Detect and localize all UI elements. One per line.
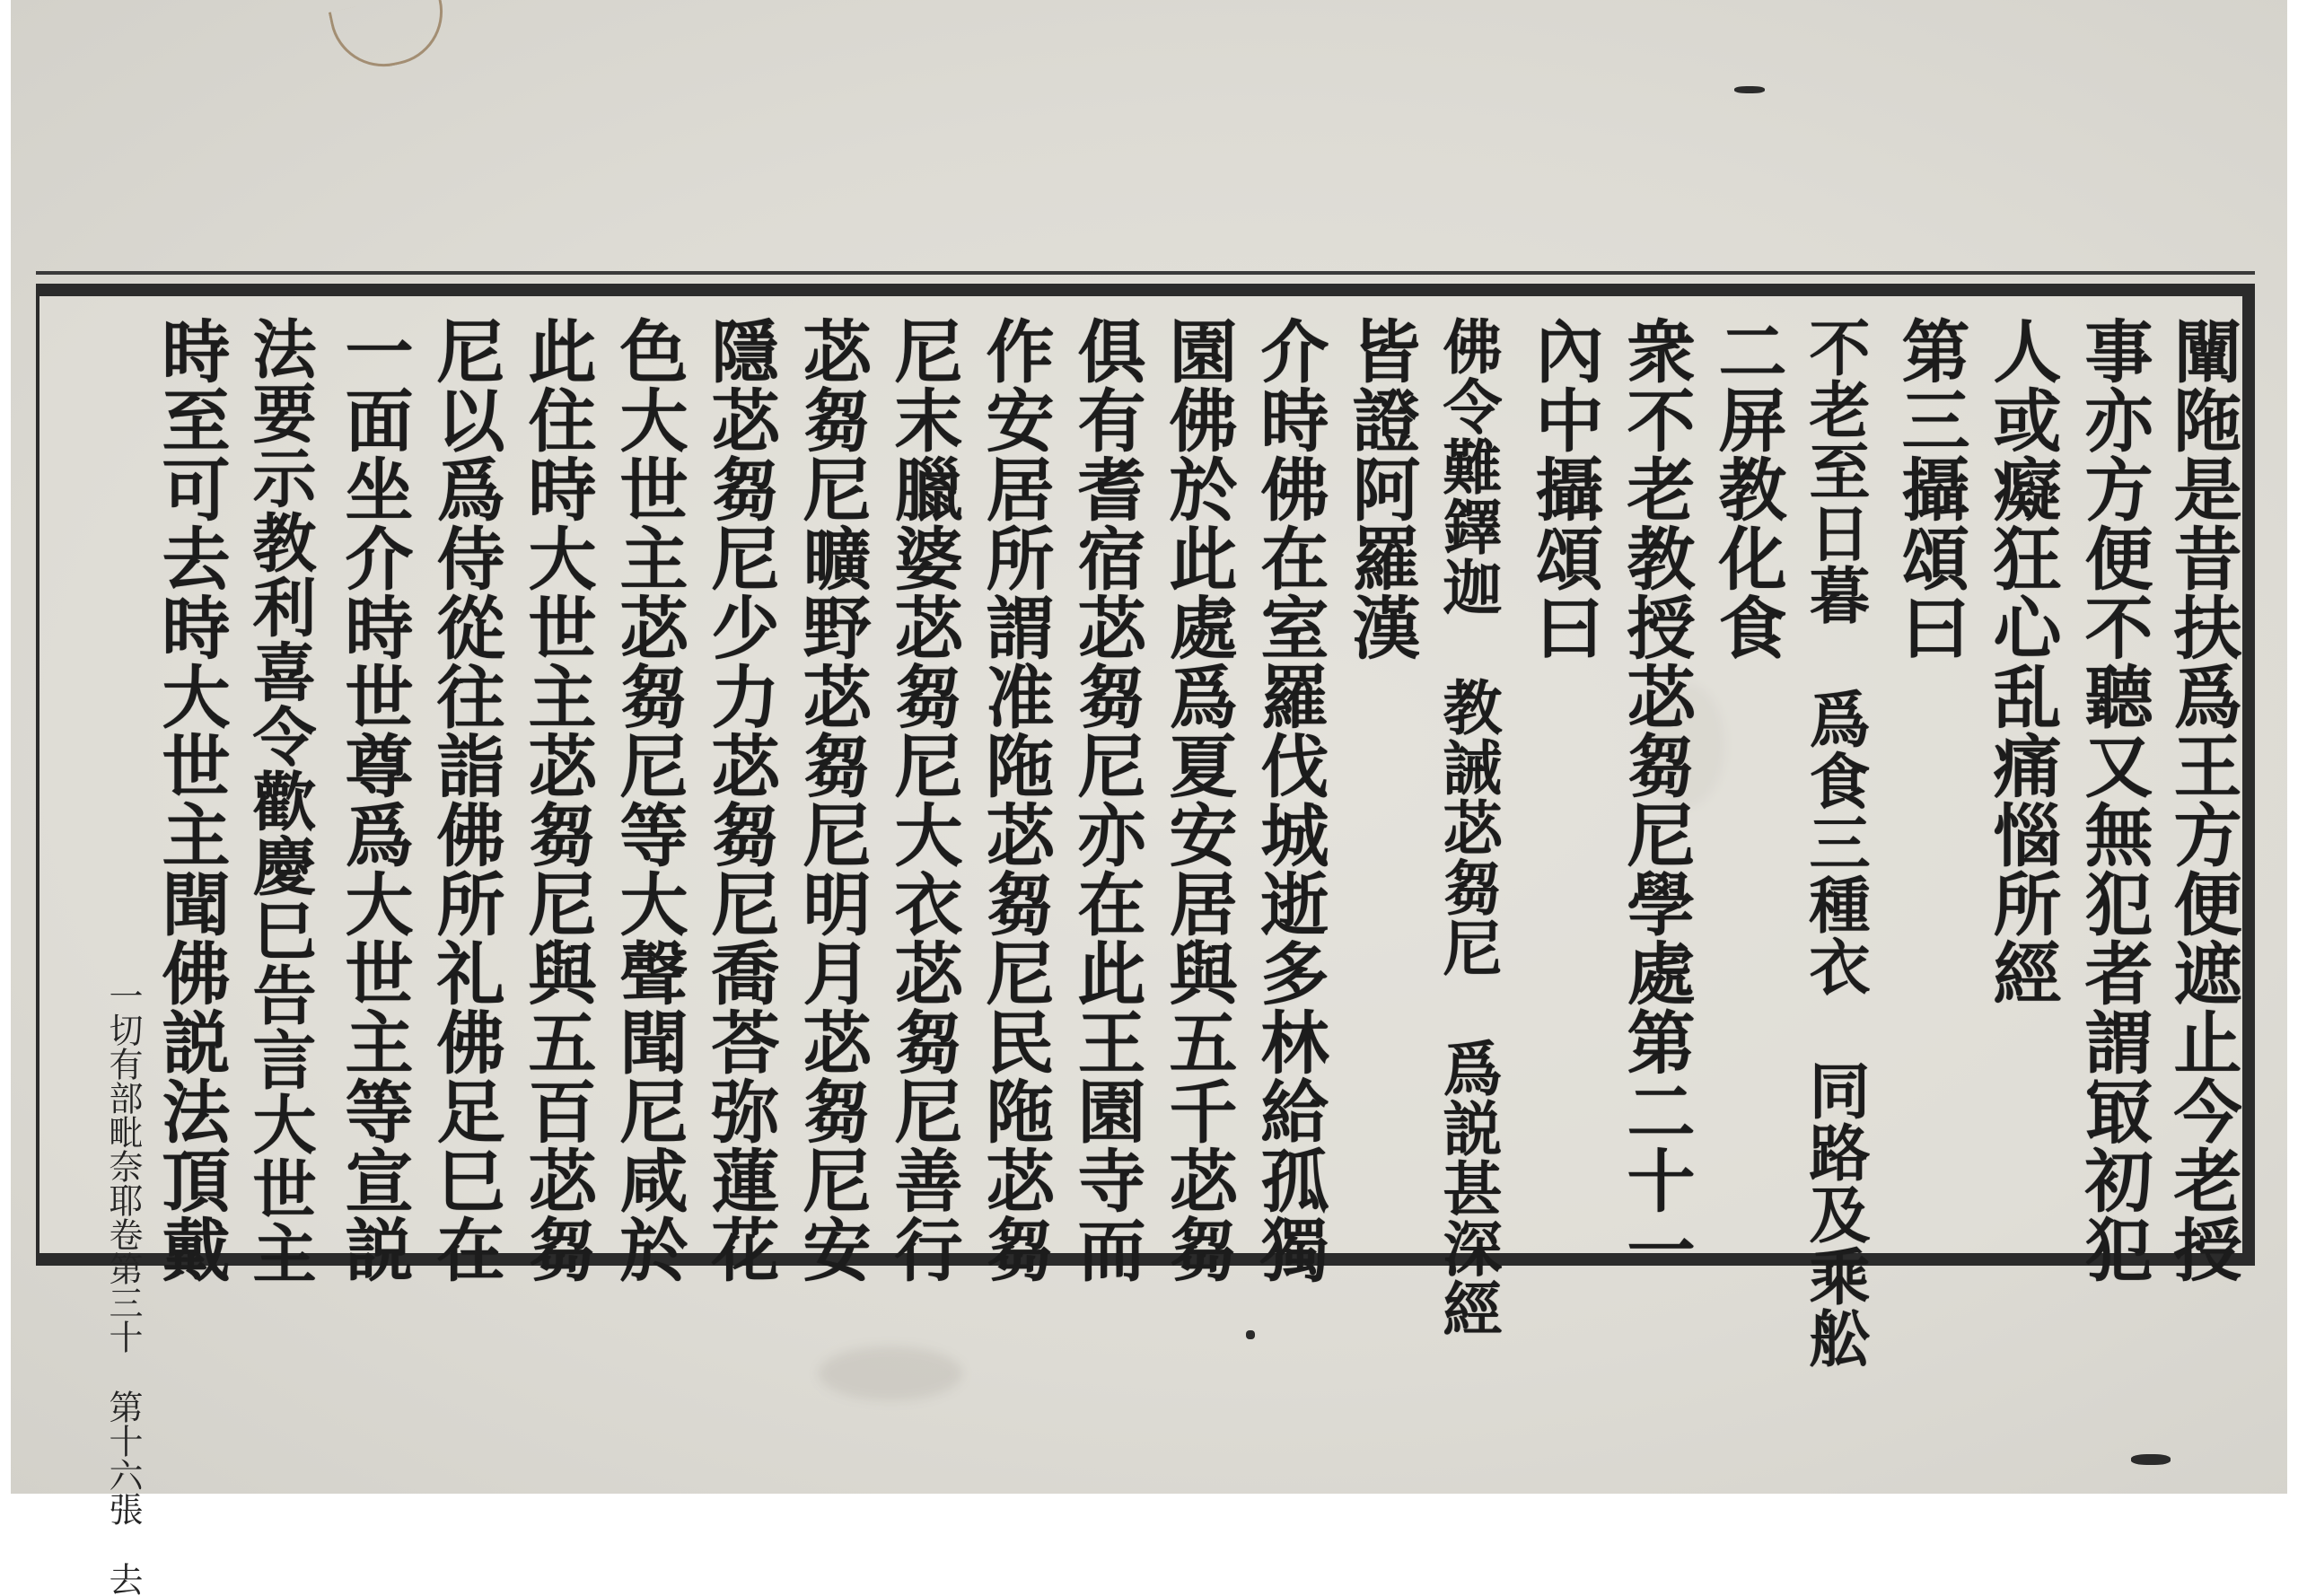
text-column-6: 二屏教化食 — [1707, 316, 1787, 662]
text-column-11: 介時佛在室羅伐城逝多林給孤獨 — [1250, 316, 1329, 1284]
text-column-13: 俱有耆宿苾芻尼亦在此王園寺而 — [1066, 316, 1146, 1284]
colophon-sheet-number: 第十六張 — [103, 1390, 143, 1526]
ink-speck — [1734, 86, 1765, 93]
paper-smudge — [819, 1346, 962, 1400]
text-column-22: 法要示教利喜令歡慶巳告言大世主 — [242, 316, 318, 1285]
text-column-21: 一面坐介時世尊爲大世主等宣説 — [334, 316, 414, 1284]
colophon-title: 一切有部毗奈耶卷第三十 — [103, 978, 143, 1354]
colophon-mark: 去 — [103, 1562, 143, 1596]
text-column-4: 第三攝頌曰 — [1890, 316, 1970, 662]
text-column-16: 苾芻尼曠野苾芻尼明月苾芻尼安 — [792, 316, 872, 1284]
text-column-9: 佛令難鐸迦 教誡苾芻尼 爲説甚深經 — [1433, 316, 1503, 1338]
text-column-12: 園佛於此處爲夏安居與五千苾芻 — [1158, 316, 1238, 1284]
ink-speck — [2131, 1454, 2171, 1465]
text-column-8: 內中攝頌曰 — [1524, 316, 1604, 662]
text-column-23: 時至可去時大世主聞佛説法頂戴 — [151, 316, 231, 1284]
ink-speck — [1246, 1330, 1255, 1339]
text-column-17: 隱苾芻尼少力苾芻尼喬荅弥蓮花 — [700, 316, 780, 1284]
frame-top-rule — [36, 271, 2255, 275]
text-column-15: 尼末臘婆苾芻尼大衣苾芻尼善行 — [883, 316, 963, 1284]
text-column-19: 此住時大世主苾芻尼與五百苾芻 — [517, 316, 597, 1284]
text-column-10: 皆證阿羅漢 — [1341, 316, 1421, 662]
text-column-14: 作安居所謂准陁苾芻尼民陁苾芻 — [975, 316, 1055, 1284]
text-column-18: 色大世主苾芻尼等大聲聞尼咸於 — [609, 316, 689, 1284]
text-column-2: 事亦方便不聽又無犯者謂冣初犯 — [2074, 316, 2153, 1284]
text-column-5: 不老至日暮 爲食三種衣 同路及乘舩 — [1799, 316, 1871, 1369]
text-column-1: 闡陁是昔扶爲王方便遮止今老授 — [2162, 316, 2242, 1284]
water-stain — [329, 0, 452, 76]
text-column-20: 尼以爲侍從往詣佛所礼佛足巳在 — [425, 316, 505, 1284]
text-column-3: 人或癡狂心乱痛惱所經 — [1982, 316, 2062, 1007]
text-column-7: 衆不老教授苾芻尼學處第二十一 — [1616, 316, 1696, 1284]
